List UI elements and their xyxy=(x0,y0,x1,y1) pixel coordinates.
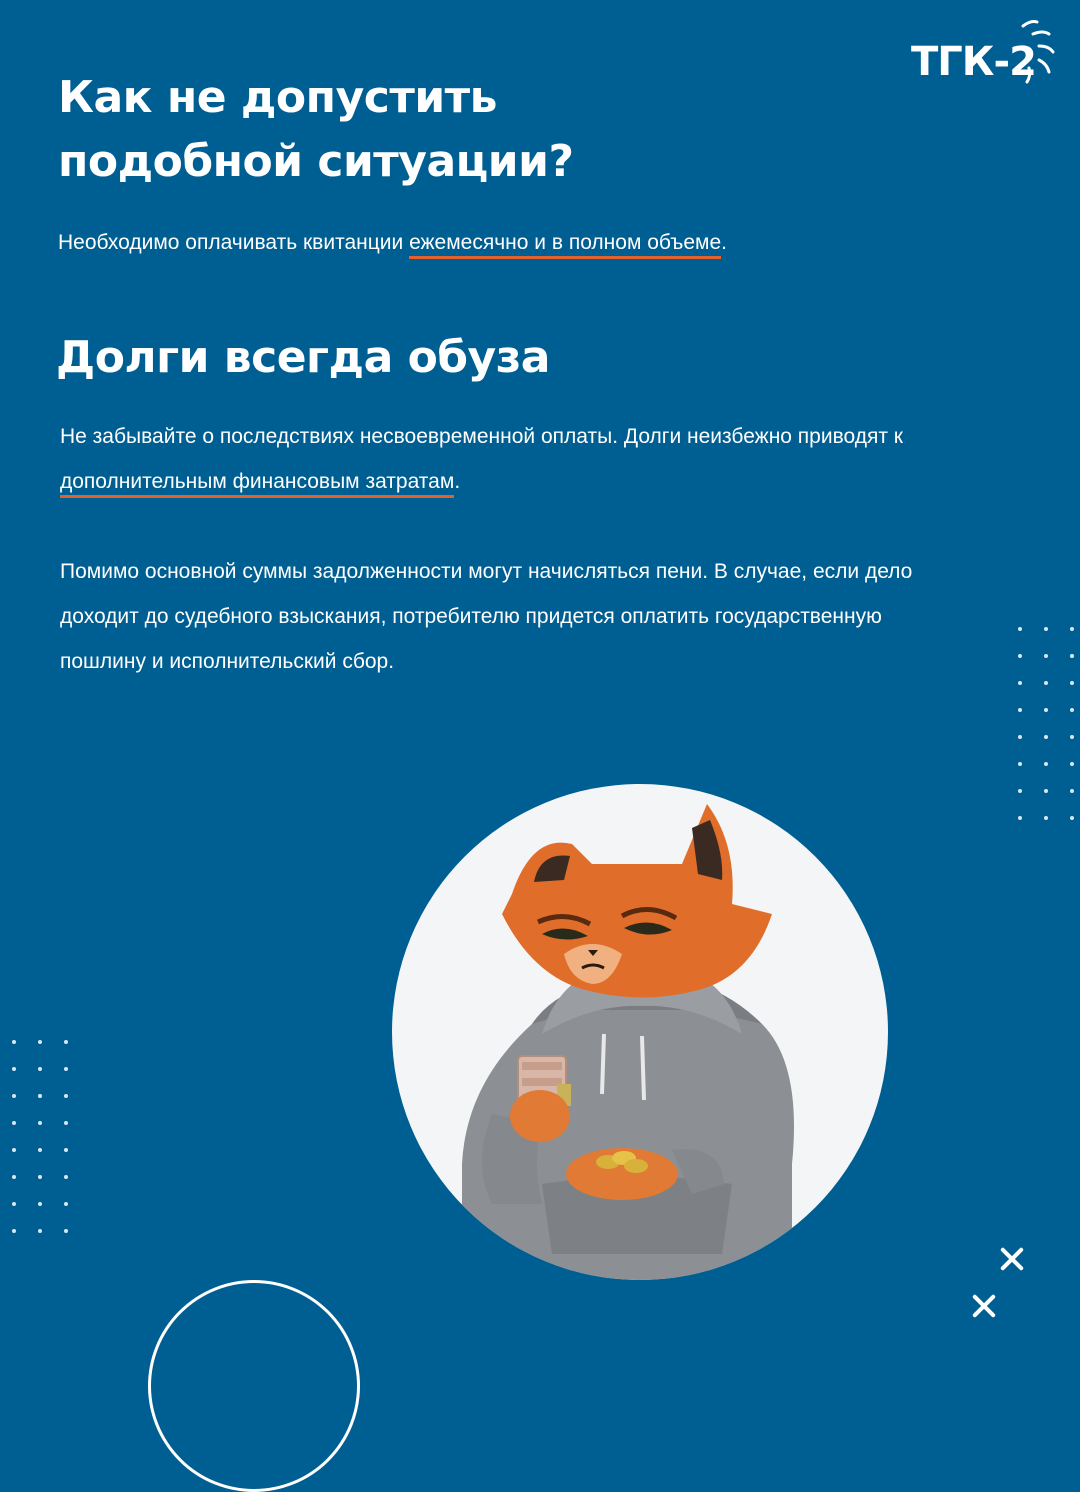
debt-paragraph-1-start: Не забывайте о последствиях несвоевременной оплаты. Долги неизбежно приводят к xyxy=(60,425,903,448)
debt-paragraph-1-end: . xyxy=(454,470,461,493)
advice-text-end: . xyxy=(721,231,727,254)
advice-text-start: Необходимо оплачивать квитанции xyxy=(58,231,410,254)
title-line-2: подобной ситуации? xyxy=(58,136,574,187)
page-title xyxy=(58,66,878,194)
debt-highlight: дополнительным финансовым затратам xyxy=(60,470,454,498)
cat-with-money-icon xyxy=(392,784,888,1280)
close-icon xyxy=(998,1245,1026,1273)
dots-decoration-left xyxy=(12,1040,68,1233)
close-icon xyxy=(970,1292,998,1320)
advice-text xyxy=(58,220,958,265)
title-line-1: Как не допустить xyxy=(58,72,497,123)
circle-decoration xyxy=(148,1280,360,1492)
dots-decoration-right xyxy=(1018,627,1074,820)
brand-logo xyxy=(905,16,1065,88)
logo-text: ТГК-2 xyxy=(911,39,1036,85)
debt-paragraph-1 xyxy=(60,414,960,504)
debt-paragraph-2: Помимо основной суммы задолженности могут начисляться пени. В случае, если дело доходит до судебного взыскания, потребителю придется оплатить государственную пошлину и исполнительский сбор. xyxy=(60,560,913,673)
advice-highlight: ежемесячно и в полном объеме xyxy=(409,231,721,259)
section-heading: Долги всегда обуза xyxy=(56,332,550,383)
